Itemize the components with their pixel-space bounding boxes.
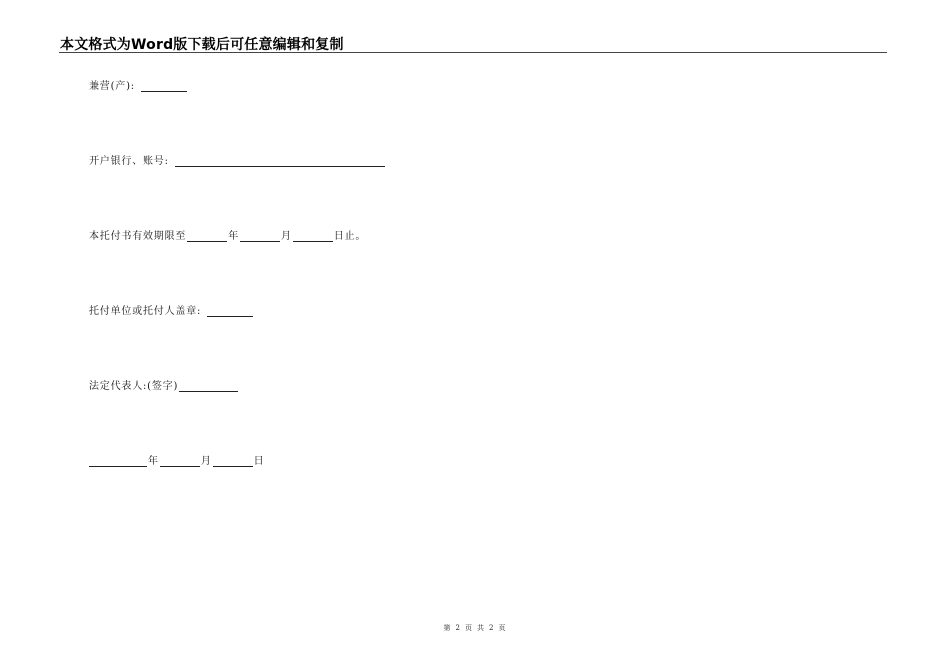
- header-divider: [59, 52, 887, 53]
- date-month-char: 月: [200, 456, 212, 467]
- date-day-blank: [213, 456, 253, 467]
- validity-day-stop: 日止。: [333, 231, 367, 242]
- page-number-footer: [0, 623, 950, 633]
- bank-account-label: 开户银行、账号:: [89, 156, 169, 167]
- validity-month-char: 月: [281, 231, 292, 242]
- date-year-char: 年: [148, 456, 159, 467]
- page-prefix: 第: [443, 624, 452, 632]
- date-line: [89, 453, 264, 467]
- bank-account-line: [89, 153, 386, 167]
- date-day-char: 日: [253, 456, 265, 467]
- page-header-title: 本文格式为Word版下载后可任意编辑和复制: [60, 37, 344, 53]
- current-page-number: 2: [455, 624, 461, 632]
- seal-line: [89, 303, 254, 317]
- total-page-number: 2: [489, 624, 495, 632]
- date-year-blank: [89, 456, 147, 467]
- joint-operation-line: [89, 78, 188, 92]
- validity-day-blank: [293, 231, 333, 242]
- validity-label: 本托付书有效期限至: [89, 231, 187, 242]
- bank-account-blank: [175, 156, 385, 167]
- total-word: 页: [498, 624, 507, 632]
- total-prefix: 共: [477, 624, 485, 632]
- legal-rep-label: 法定代表人:(签字): [89, 381, 179, 392]
- joint-operation-label: 兼营(产):: [89, 81, 135, 92]
- legal-rep-line: [89, 378, 239, 392]
- joint-operation-blank: [141, 81, 187, 92]
- date-month-blank: [160, 456, 200, 467]
- validity-year-char: 年: [228, 231, 240, 242]
- validity-month-blank: [240, 231, 280, 242]
- legal-rep-blank: [179, 381, 238, 392]
- seal-blank: [207, 306, 253, 317]
- validity-line: [89, 228, 366, 242]
- page-word: 页: [465, 624, 473, 632]
- validity-year-blank: [187, 231, 227, 242]
- seal-label: 托付单位或托付人盖章:: [89, 306, 202, 317]
